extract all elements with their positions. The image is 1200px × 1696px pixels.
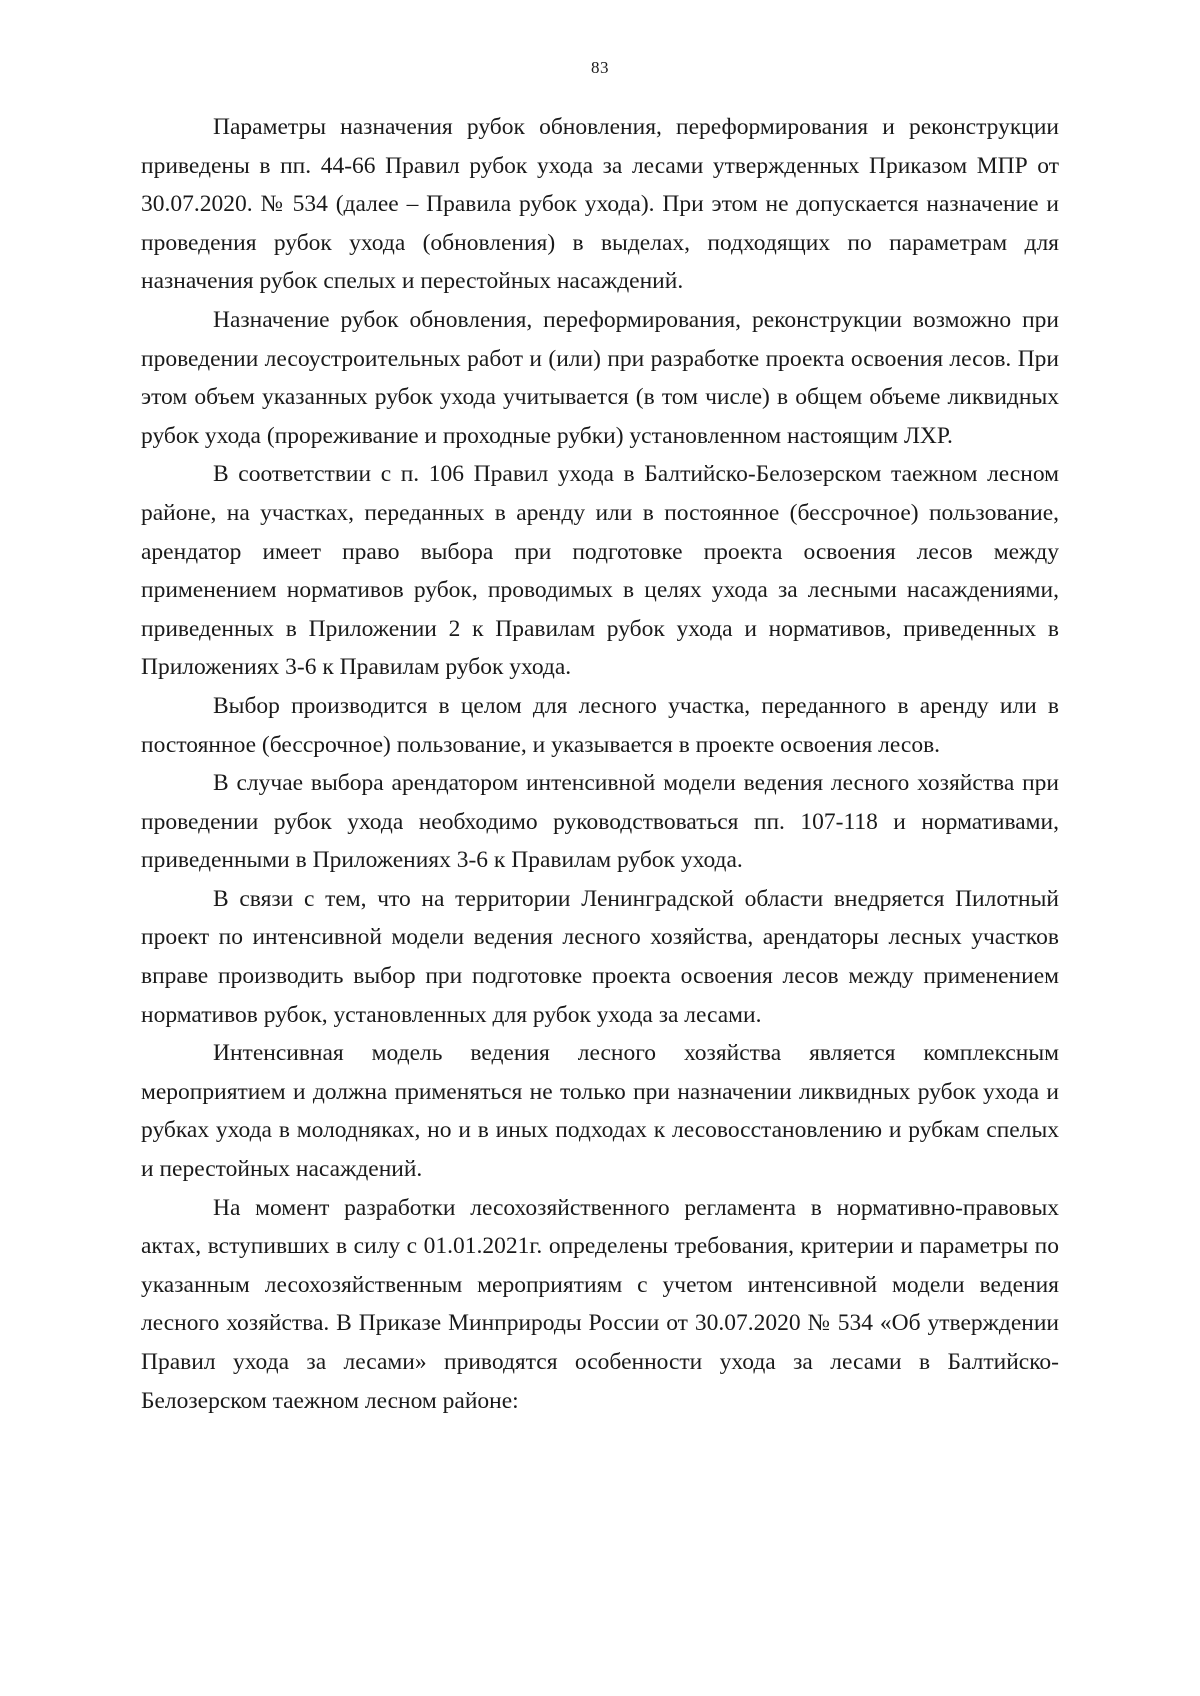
paragraph: Интенсивная модель ведения лесного хозяйства является комплексным мероприятием и должна применяться не только при назначении ликвидных рубок ухода и рубках ухода в молодняках, но и в иных подходах к лесовосстановлению и рубкам спелых и перестойных насаждений.: [141, 1040, 1059, 1183]
paragraph: На момент разработки лесохозяйственного регламента в нормативно-правовых актах, вступивших в силу с 01.01.2021г. определены требования, критерии и параметры по указанным лесохозяйственным мероприятиям с учетом интенсивной модели ведения лесного хозяйства. В Приказе Минприроды России от 30.07.2020 № 534 «Об утверждении Правил ухода за лесами» приводятся особенности ухода за лесами в Балтийско-Белозерском таежном лесном районе:: [141, 1194, 1059, 1414]
page-number: 83: [591, 58, 609, 77]
paragraph: Назначение рубок обновления, переформирования, реконструкции возможно при проведении лесоустроительных работ и (или) при разработке проекта освоения лесов. При этом объем указанных рубок ухода учитывается (в том числе) в общем объеме ликвидных рубок ухода (прореживание и проходные рубки) установленном настоящим ЛХР.: [141, 306, 1059, 449]
paragraph: В связи с тем, что на территории Ленинградской области внедряется Пилотный проект по интенсивной модели ведения лесного хозяйства, арендаторы лесных участков вправе производить выбор при подготовке проекта освоения лесов между применением нормативов рубок, установленных для рубок ухода за лесами.: [141, 885, 1059, 1028]
body-text: [141, 108, 1059, 1420]
paragraph: В соответствии с п. 106 Правил ухода в Балтийско-Белозерском таежном лесном районе, на участках, переданных в аренду или в постоянное (бессрочное) пользование, арендатор имеет право выбора при подготовке проекта освоения лесов между применением нормативов рубок, проводимых в целях ухода за лесными насаждениями, приведенных в Приложении 2 к Правилам рубок ухода и нормативов, приведенных в Приложениях 3-6 к Правилам рубок ухода.: [141, 461, 1059, 681]
paragraph: В случае выбора арендатором интенсивной модели ведения лесного хозяйства при проведении рубок ухода необходимо руководствоваться пп. 107-118 и нормативами, приведенными в Приложениях 3-6 к Правилам рубок ухода.: [141, 770, 1059, 874]
paragraph: Выбор производится в целом для лесного участка, переданного в аренду или в постоянное (бессрочное) пользование, и указывается в проекте освоения лесов.: [141, 692, 1059, 758]
paragraph: Параметры назначения рубок обновления, переформирования и реконструкции приведены в пп. 44-66 Правил рубок ухода за лесами утвержденных Приказом МПР от 30.07.2020. № 534 (далее – Правила рубок ухода). При этом не допускается назначение и проведения рубок ухода (обновления) в выделах, подходящих по параметрам для назначения рубок спелых и перестойных насаждений.: [141, 114, 1059, 295]
